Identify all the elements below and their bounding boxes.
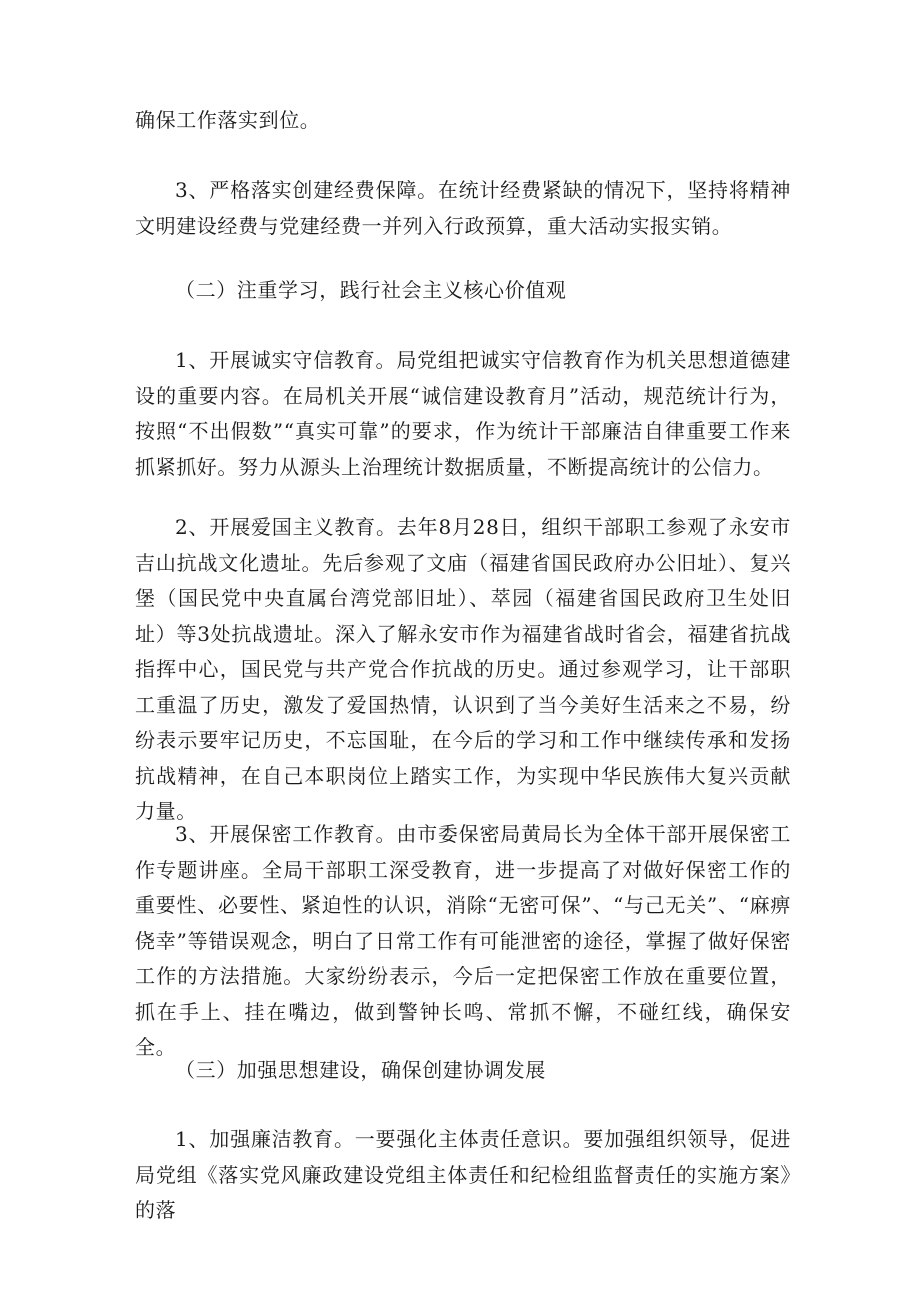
section-heading-3: （三）加强思想建设，确保创建协调发展: [175, 1058, 546, 1082]
paragraph-integrity-building: 1、加强廉洁教育。一要强化主体责任意识。要加强组织领导，促进局党组《落实党风廉政建设党组主体责任和纪检组监督责任的实施方案》的落: [135, 1127, 791, 1222]
paragraph-confidentiality-education: 3、开展保密工作教育。由市委保密局黄局长为全体干部开展保密工作专题讲座。全局干部职工深受教育，进一步提高了对做好保密工作的重要性、必要性、紧迫性的认识，消除“无密可保”、“与己无关”、“麻痹侥幸”等错误观念，明白了日常工作有可能泄密的途径，掌握了做好保密工作的方法措施。大家纷纷表示，今后一定把保密工作放在重要位置，抓在手上、挂在嘴边，做到警钟长鸣、常抓不懈，不碰红线，确保安全。: [135, 822, 791, 1059]
paragraph-integrity-education: 1、开展诚实守信教育。局党组把诚实守信教育作为机关思想道德建设的重要内容。在局机关开展“诚信建设教育月”活动，规范统计行为，按照“不出假数”“真实可靠”的要求，作为统计干部廉洁自律重要工作来抓紧抓好。努力从源头上治理统计数据质量，不断提高统计的公信力。: [135, 348, 791, 479]
paragraph-funding-guarantee: 3、严格落实创建经费保障。在统计经费紧缺的情况下，坚持将精神文明建设经费与党建经费一并列入行政预算，重大活动实报实销。: [135, 178, 791, 238]
section-heading-2: （二）注重学习，践行社会主义核心价值观: [175, 278, 567, 302]
paragraph-patriotism-education: 2、开展爱国主义教育。去年8月28日，组织干部职工参观了永安市吉山抗战文化遗址。先后参观了文庙（福建省国民政府办公旧址）、复兴堡（国民党中央直属台湾党部旧址）、萃园（福建省国民政府卫生处旧址）等3处抗战遗址。深入了解永安市作为福建省战时省会，福建省抗战指挥中心，国民党与共产党合作抗战的历史。通过参观学习，让干部职工重温了历史，激发了爱国热情，认识到了当今美好生活来之不易，纷纷表示要牢记历史，不忘国耻，在今后的学习和工作中继续传承和发扬抗战精神，在自己本职岗位上踏实工作，为实现中华民族伟大复兴贡献力量。: [135, 515, 791, 823]
paragraph-continuation: 确保工作落实到位。: [135, 108, 321, 132]
